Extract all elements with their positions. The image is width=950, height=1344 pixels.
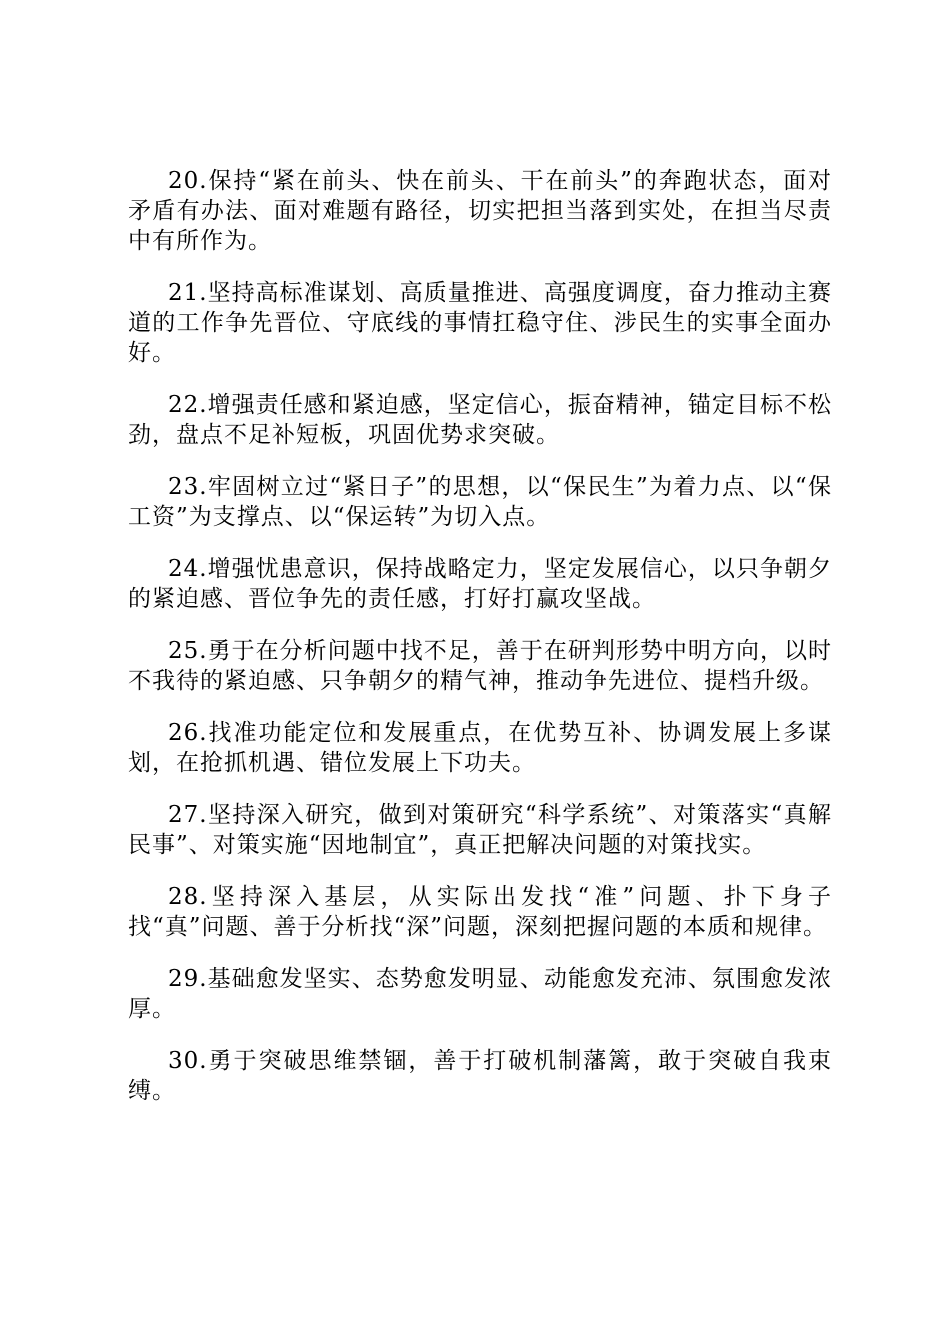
paragraph-28: 28.坚持深入基层，从实际出发找“准”问题、扑下身子找“真”问题、善于分析找“深”问题，深刻把握问题的本质和规律。 [128, 884, 832, 940]
paragraph-23: 23.牢固树立过“紧日子”的思想，以“保民生”为着力点、以“保工资”为支撑点、以“保运转”为切入点。 [128, 474, 832, 530]
paragraph-20: 20.保持“紧在前头、快在前头、干在前头”的奔跑状态，面对矛盾有办法、面对难题有路径，切实把担当落到实处，在担当尽责中有所作为。 [128, 168, 832, 254]
paragraph-29: 29.基础愈发坚实、态势愈发明显、动能愈发充沛、氛围愈发浓厚。 [128, 966, 832, 1022]
paragraph-25: 25.勇于在分析问题中找不足，善于在研判形势中明方向，以时不我待的紧迫感、只争朝夕的精气神，推动争先进位、提档升级。 [128, 638, 832, 694]
paragraph-24: 24.增强忧患意识，保持战略定力，坚定发展信心，以只争朝夕的紧迫感、晋位争先的责任感，打好打赢攻坚战。 [128, 556, 832, 612]
document-page [128, 166, 832, 1128]
paragraph-27: 27.坚持深入研究，做到对策研究“科学系统”、对策落实“真解民事”、对策实施“因地制宜”，真正把解决问题的对策找实。 [128, 802, 832, 858]
paragraph-30: 30.勇于突破思维禁锢，善于打破机制藩篱，敢于突破自我束缚。 [128, 1048, 832, 1104]
paragraph-22: 22.增强责任感和紧迫感，坚定信心，振奋精神，锚定目标不松劲，盘点不足补短板，巩固优势求突破。 [128, 392, 832, 448]
paragraph-26: 26.找准功能定位和发展重点，在优势互补、协调发展上多谋划，在抢抓机遇、错位发展上下功夫。 [128, 720, 832, 776]
paragraph-21: 21.坚持高标准谋划、高质量推进、高强度调度，奋力推动主赛道的工作争先晋位、守底线的事情扛稳守住、涉民生的实事全面办好。 [128, 280, 832, 366]
